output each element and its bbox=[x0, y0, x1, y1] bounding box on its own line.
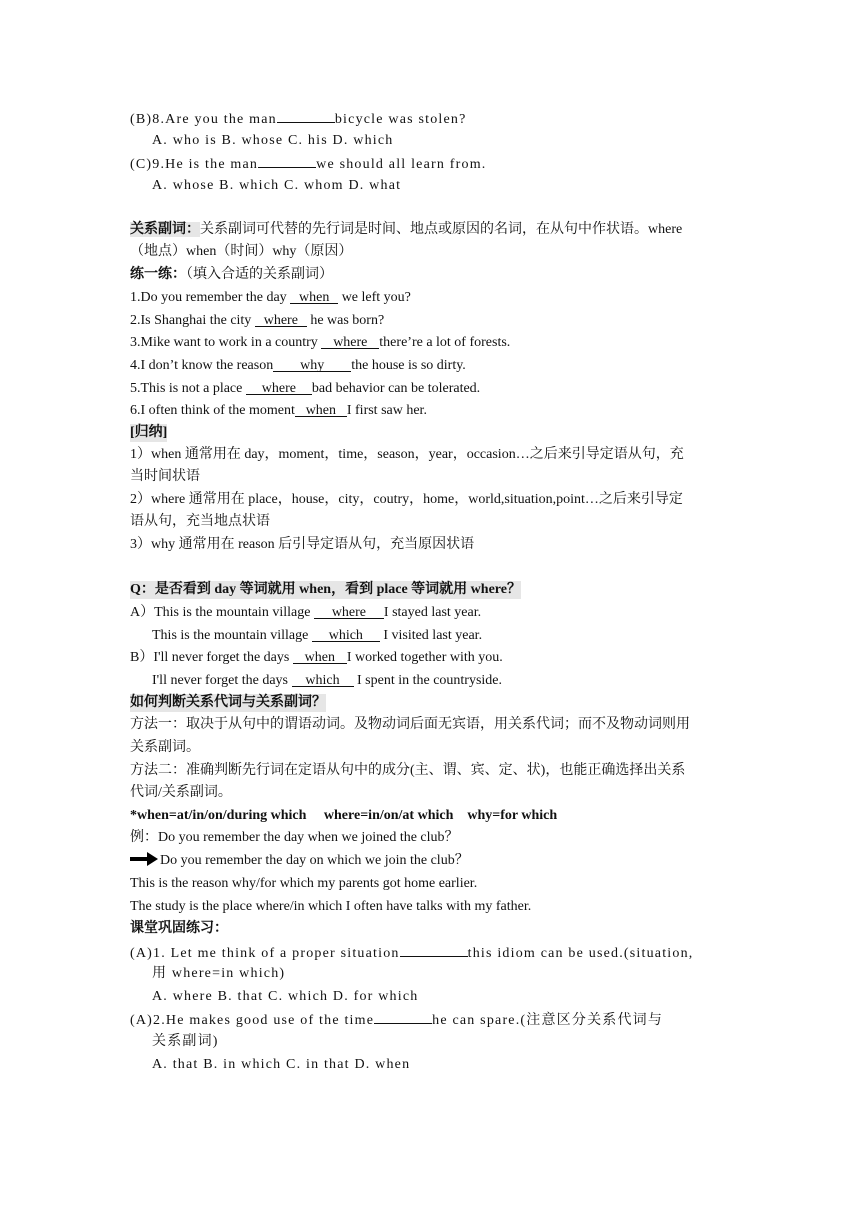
consolidate-title: 课堂巩固练习： bbox=[130, 921, 228, 936]
example-1: 例：Do you remember the day when we joined the club？ bbox=[130, 830, 459, 845]
example-2: Do you remember the day on which we join the club？ bbox=[160, 853, 469, 868]
summary-2: 2）where 通常用在 place，house，city，coutry，home，world,situation,point…之后来引导定 bbox=[130, 492, 683, 507]
answer-blank: where bbox=[246, 381, 312, 395]
answer-blank: where bbox=[314, 605, 384, 619]
question-text: he can spare.(注意区分关系代词与 bbox=[432, 1013, 664, 1028]
exercise-text: I first saw her. bbox=[346, 403, 427, 418]
example-text: A）This is the mountain village bbox=[130, 605, 314, 620]
example-text: This is the mountain village bbox=[152, 628, 312, 643]
exercise-text: we left you? bbox=[338, 290, 411, 305]
question-text: (A)1. Let me think of a proper situation bbox=[130, 946, 400, 961]
exercise-2 bbox=[130, 312, 384, 330]
q9-rest: we should all learn from. bbox=[316, 157, 487, 172]
q8-stem: (B)8.Are you the man bbox=[130, 112, 277, 127]
intro-text: 关系副词可代替的先行词是时间、地点或原因的名词，在从句中作状语。where bbox=[200, 222, 683, 237]
consolidate-q1-cont: 用 where=in which) bbox=[152, 966, 286, 981]
exercise-text: 4.I don’t know the reason bbox=[130, 358, 274, 373]
method-2: 方法二：准确判断先行词在定语从句中的成分(主、谓、宾、定、状)，也能正确选择出关系 bbox=[130, 763, 686, 778]
answer-blank: which bbox=[292, 673, 354, 687]
section-title: 关系副词： bbox=[130, 222, 200, 237]
q-example-b2 bbox=[152, 672, 502, 690]
question-text: this idiom can be used.(situation, bbox=[467, 946, 694, 961]
answer-blank: why bbox=[273, 358, 351, 372]
practice-note: （填入合适的关系副词） bbox=[186, 267, 333, 282]
exercise-text: 3.Mike want to work in a country bbox=[130, 335, 322, 350]
answer-blank: when bbox=[293, 650, 347, 664]
exercise-text: he was born? bbox=[306, 313, 385, 328]
formula-line: *when=at/in/on/during which where=in/on/at which why=for which bbox=[130, 808, 558, 823]
answer-blank: where bbox=[255, 313, 307, 327]
q9-options: A. whose B. which C. whom D. what bbox=[152, 178, 402, 193]
answer-blank: when bbox=[295, 403, 347, 417]
relative-adverb-intro bbox=[130, 221, 682, 239]
question-9 bbox=[130, 154, 487, 174]
method-1-cont: 关系副词。 bbox=[130, 740, 200, 755]
example-text: B）I'll never forget the days bbox=[130, 650, 293, 665]
example-text: I worked together with you. bbox=[346, 650, 503, 665]
q8-rest: bicycle was stolen? bbox=[334, 112, 467, 127]
consolidate-q1-options: A. where B. that C. which D. for which bbox=[152, 989, 419, 1004]
method-1: 方法一：取决于从句中的谓语动词。及物动词后面无宾语，用关系代词；而不及物动词则用 bbox=[130, 717, 690, 732]
blank bbox=[400, 943, 468, 957]
q-example-a2 bbox=[152, 627, 482, 645]
exercise-6 bbox=[130, 402, 427, 420]
example-4: The study is the place where/in which I often have talks with my father. bbox=[130, 899, 532, 914]
exercise-text: 5.This is not a place bbox=[130, 381, 246, 396]
answer-blank: which bbox=[312, 628, 380, 642]
exercise-text: the house is so dirty. bbox=[351, 358, 466, 373]
consolidate-q2-cont: 关系副词) bbox=[152, 1034, 219, 1049]
example-text: I stayed last year. bbox=[383, 605, 482, 620]
question-8 bbox=[130, 109, 467, 129]
consolidate-q2-options: A. that B. in which C. in that D. when bbox=[152, 1057, 411, 1072]
exercise-4 bbox=[130, 357, 466, 375]
exercise-text: there’re a lot of forests. bbox=[379, 335, 511, 350]
consolidate-q2 bbox=[130, 1010, 663, 1030]
exercise-1 bbox=[130, 289, 411, 307]
example-text: I spent in the countryside. bbox=[353, 673, 503, 688]
practice-title: 练一练： bbox=[130, 267, 186, 282]
consolidate-q1 bbox=[130, 943, 694, 963]
q-example-b1 bbox=[130, 649, 503, 667]
q-section-title: Q：是否看到 day 等词就用 when，看到 place 等词就用 where？ bbox=[130, 582, 521, 597]
question-text: (A)2.He makes good use of the time bbox=[130, 1013, 375, 1028]
blank bbox=[374, 1010, 432, 1024]
intro-text-cont: （地点）when（时间）why（原因） bbox=[130, 244, 353, 259]
exercise-text: bad behavior can be tolerated. bbox=[311, 381, 481, 396]
practice-heading bbox=[130, 266, 333, 284]
summary-2-cont: 语从句，充当地点状语 bbox=[130, 514, 270, 529]
summary-1-cont: 当时间状语 bbox=[130, 469, 200, 484]
answer-blank: when bbox=[290, 290, 338, 304]
summary-title: [归纳] bbox=[130, 425, 168, 440]
example-3: This is the reason why/for which my parents got home earlier. bbox=[130, 876, 478, 891]
answer-blank: where bbox=[321, 335, 379, 349]
q9-stem: (C)9.He is the man bbox=[130, 157, 259, 172]
blank bbox=[277, 109, 335, 123]
exercise-3 bbox=[130, 334, 510, 352]
example-text: I visited last year. bbox=[379, 628, 483, 643]
method-2-cont: 代词/关系副词。 bbox=[130, 785, 232, 800]
summary-3: 3）why 通常用在 reason 后引导定语从句，充当原因状语 bbox=[130, 537, 475, 552]
blank bbox=[258, 154, 316, 168]
example-2-line bbox=[130, 852, 469, 870]
exercise-5 bbox=[130, 380, 480, 398]
summary-1: 1）when 通常用在 day，moment，time，season，year，occasion…之后来引导定语从句，充 bbox=[130, 447, 684, 462]
exercise-text: 1.Do you remember the day bbox=[130, 290, 291, 305]
q8-options: A. who is B. whose C. his D. which bbox=[152, 133, 394, 148]
right-arrow-icon bbox=[130, 852, 158, 866]
exercise-text: 6.I often think of the moment bbox=[130, 403, 295, 418]
example-text: I'll never forget the days bbox=[152, 673, 292, 688]
judge-title: 如何判断关系代词与关系副词？ bbox=[130, 695, 326, 710]
q-example-a1 bbox=[130, 604, 481, 622]
exercise-text: 2.Is Shanghai the city bbox=[130, 313, 255, 328]
